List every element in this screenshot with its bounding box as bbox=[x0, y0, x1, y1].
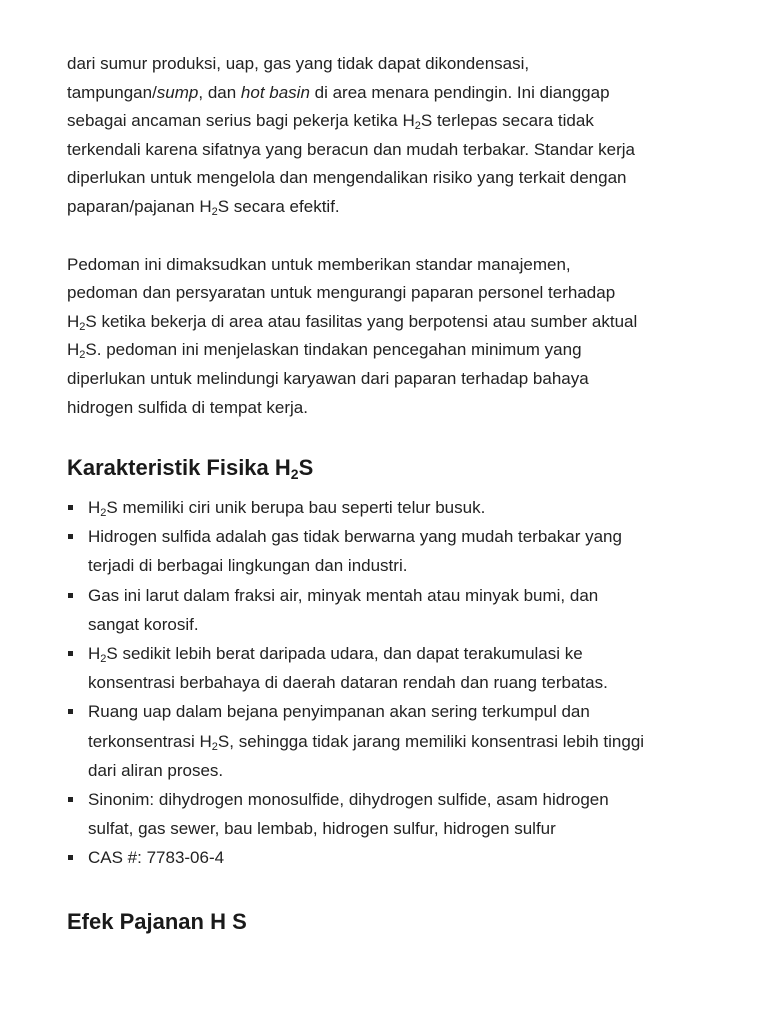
list-item bbox=[67, 581, 717, 639]
text-span: S. pedoman ini menjelaskan tindakan pencegahan minimum yang bbox=[85, 340, 582, 360]
text-line: CAS #: 7783-06-4 bbox=[88, 848, 225, 868]
text-line: sangat korosif. bbox=[88, 614, 199, 634]
italic-term: hot basin bbox=[240, 82, 310, 102]
text-span: S terlepas secara tidak bbox=[420, 111, 594, 131]
text-span: H bbox=[67, 311, 80, 331]
text-span: terkendali karena sifatnya yang beracun dan mudah terbakar. Standar kerja bbox=[67, 139, 635, 159]
text-line: konsentrasi berbahaya di daerah dataran rendah dan ruang terbatas. bbox=[88, 673, 608, 693]
text-line: Hidrogen sulfida adalah gas tidak berwarna yang mudah terbakar yang bbox=[88, 527, 622, 547]
square-bullet-icon bbox=[68, 855, 73, 860]
text-line bbox=[67, 136, 717, 165]
text-line: Sinonim: dihydrogen monosulfide, dihydrogen sulfide, asam hidrogen bbox=[88, 790, 609, 810]
list-item bbox=[67, 522, 717, 580]
text-line bbox=[67, 279, 717, 308]
text-span: S, sehingga tidak jarang memiliki konsentrasi lebih tinggi bbox=[217, 731, 645, 751]
square-bullet-icon bbox=[68, 651, 73, 656]
text-span: Pedoman ini dimaksudkan untuk memberikan standar manajemen, bbox=[67, 254, 571, 274]
heading-text: Karakteristik Fisika H bbox=[67, 455, 291, 480]
list-item bbox=[67, 697, 717, 785]
text-span: S secara efektif. bbox=[217, 196, 340, 216]
text-line bbox=[67, 394, 717, 423]
text-span: sebagai ancaman serius bagi pekerja ketika H bbox=[67, 111, 415, 131]
text-span: paparan/pajanan H bbox=[67, 196, 212, 216]
text-span: S memiliki ciri unik berupa bau seperti telur busuk. bbox=[106, 498, 486, 517]
text-span: H bbox=[67, 340, 80, 360]
characteristics-list bbox=[67, 493, 717, 873]
square-bullet-icon bbox=[68, 709, 73, 714]
text-line bbox=[67, 50, 717, 79]
list-item bbox=[67, 639, 717, 697]
text-line bbox=[67, 251, 717, 280]
text-line bbox=[67, 365, 717, 394]
text-line: terjadi di berbagai lingkungan dan industri. bbox=[88, 556, 408, 576]
heading-text: S bbox=[298, 455, 314, 480]
text-span: H bbox=[88, 644, 101, 664]
square-bullet-icon bbox=[68, 505, 73, 510]
subscript: 2 bbox=[290, 466, 299, 482]
text-span: S ketika bekerja di area atau fasilitas yang berpotensi atau sumber aktual bbox=[85, 311, 638, 331]
text-line: Gas ini larut dalam fraksi air, minyak mentah atau minyak bumi, dan bbox=[88, 585, 599, 605]
text-span: terkonsentrasi H bbox=[88, 731, 212, 751]
subscript: 2 bbox=[211, 205, 218, 218]
paragraph-guideline-purpose bbox=[67, 251, 717, 423]
text-line bbox=[67, 79, 717, 108]
subscript: 2 bbox=[100, 507, 107, 519]
text-span: H bbox=[88, 498, 101, 517]
document-body bbox=[67, 50, 717, 422]
text-span: di area menara pendingin. Ini dianggap bbox=[309, 82, 610, 102]
text-line bbox=[67, 164, 717, 193]
subscript: 2 bbox=[79, 349, 86, 362]
text-span: diperlukan untuk mengelola dan mengendalikan risiko yang terkait dengan bbox=[67, 168, 627, 188]
text-line: dari aliran proses. bbox=[88, 760, 224, 780]
subscript: 2 bbox=[211, 740, 218, 753]
text-line: Ruang uap dalam bejana penyimpanan akan sering terkumpul dan bbox=[88, 702, 590, 722]
section-heading-karakteristik bbox=[67, 455, 313, 481]
subscript: 2 bbox=[414, 120, 421, 133]
subscript: 2 bbox=[100, 653, 107, 666]
list-item bbox=[67, 785, 717, 843]
text-span: pedoman dan persyaratan untuk mengurangi paparan personel terhadap bbox=[67, 283, 616, 303]
text-span: dari sumur produksi, uap, gas yang tidak dapat dikondensasi, bbox=[67, 54, 530, 73]
list-item bbox=[67, 493, 717, 522]
text-line bbox=[67, 308, 717, 337]
square-bullet-icon bbox=[68, 534, 73, 539]
text-line bbox=[67, 336, 717, 365]
text-line: sulfat, gas sewer, bau lembab, hidrogen sulfur, hidrogen sulfur bbox=[88, 819, 556, 839]
square-bullet-icon bbox=[68, 797, 73, 802]
text-span: diperlukan untuk melindungi karyawan dari paparan terhadap bahaya bbox=[67, 368, 589, 388]
list-item bbox=[67, 843, 717, 872]
text-line bbox=[67, 193, 717, 222]
square-bullet-icon bbox=[68, 593, 73, 598]
text-span: hidrogen sulfida di tempat kerja. bbox=[67, 397, 308, 417]
subscript: 2 bbox=[79, 320, 86, 333]
text-span: , dan bbox=[198, 82, 241, 102]
text-span: tampungan/ bbox=[67, 82, 157, 102]
paragraph-background bbox=[67, 50, 717, 222]
italic-term: sump bbox=[156, 82, 199, 102]
text-line bbox=[67, 107, 717, 136]
section-heading-efek-pajanan: Efek Pajanan H S bbox=[67, 909, 247, 934]
text-span: S sedikit lebih berat daripada udara, dan dapat terakumulasi ke bbox=[106, 644, 583, 664]
